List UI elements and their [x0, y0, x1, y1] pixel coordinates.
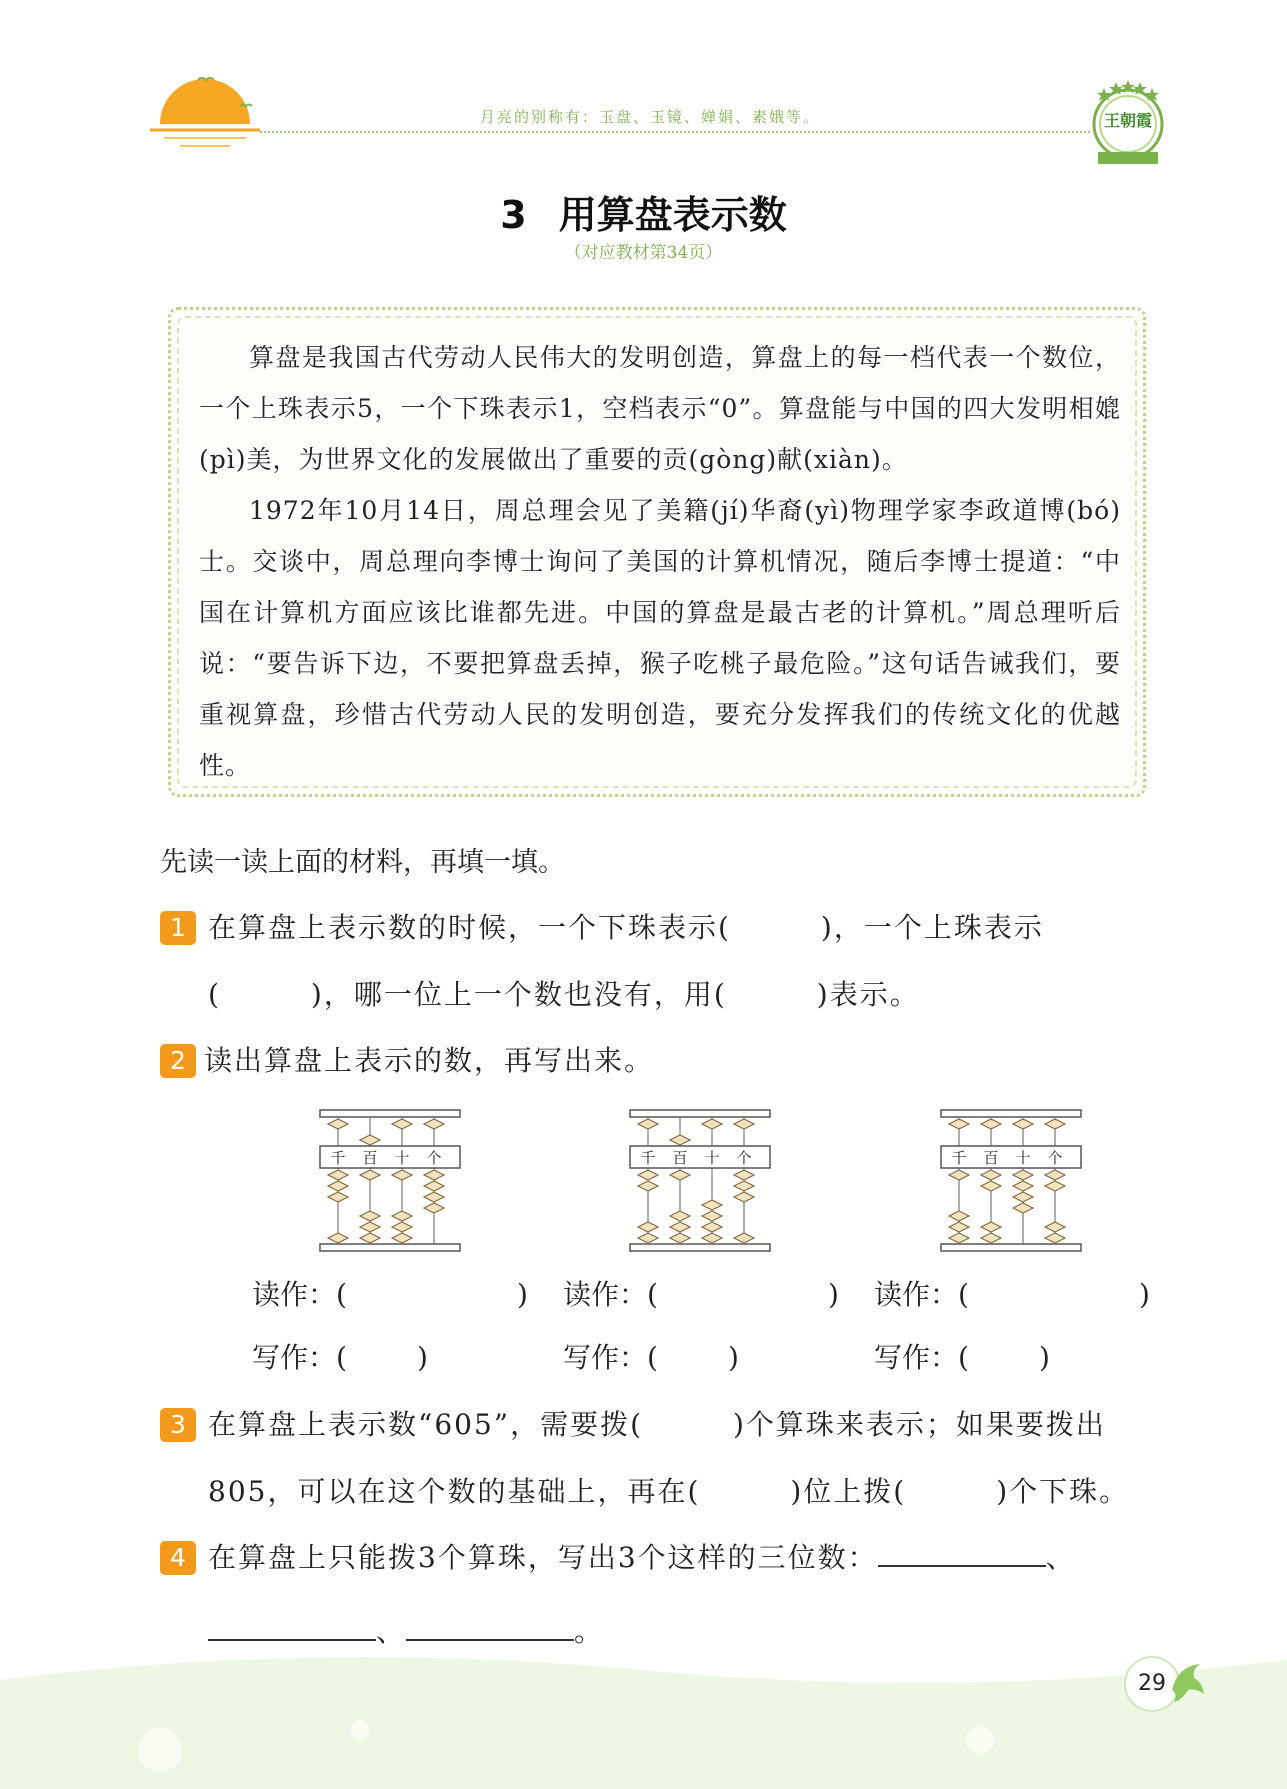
dolphin-icon: [1168, 1660, 1208, 1704]
abacus-bead: [702, 1200, 722, 1210]
abacus-bead: [734, 1119, 754, 1129]
abacus-bead: [670, 1135, 690, 1145]
place-label: 十: [1015, 1149, 1031, 1167]
header-divider: [260, 131, 1090, 133]
place-label: 个: [426, 1149, 442, 1167]
question-3-line-2: 805，可以在这个数的基础上，再在( )位上拨( )个下珠。: [208, 1475, 1130, 1508]
abacus-bottom-bar: [630, 1244, 770, 1251]
paren-close: ): [416, 1341, 428, 1374]
reading-material-box: [168, 307, 1146, 797]
abacus-bead: [328, 1119, 348, 1129]
question-2-text: 读出算盘上表示的数，再写出来。: [204, 1044, 655, 1077]
abacus-bead: [1045, 1119, 1065, 1129]
read-answer-1[interactable]: [252, 1273, 528, 1313]
abacus-bead: [949, 1170, 969, 1180]
read-answer-3[interactable]: [874, 1273, 1150, 1313]
abacus-bead: [949, 1233, 969, 1243]
read-label: 读作：(: [874, 1278, 969, 1311]
abacus-bead: [702, 1211, 722, 1221]
question-number-badge: 2: [160, 1044, 196, 1078]
abacus-bead: [949, 1211, 969, 1221]
abacus-bead: [424, 1203, 444, 1213]
abacus-bead: [670, 1222, 690, 1232]
abacus-bead: [702, 1233, 722, 1243]
write-answer-1[interactable]: [252, 1336, 428, 1376]
abacus-bead: [328, 1170, 348, 1180]
abacus-top-bar: [941, 1110, 1081, 1117]
abacus-2: [628, 1108, 778, 1253]
abacus-bead: [1045, 1233, 1065, 1243]
abacus-bead: [424, 1170, 444, 1180]
abacus-bead: [949, 1119, 969, 1129]
abacus-bead: [392, 1233, 412, 1243]
abacus-bead: [424, 1119, 444, 1129]
abacus-bead: [638, 1233, 658, 1243]
paren-close: ): [727, 1341, 739, 1374]
separator: 、: [376, 1615, 407, 1648]
abacus-bead: [734, 1192, 754, 1202]
abacus-bead: [392, 1211, 412, 1221]
write-label: 写作：(: [563, 1341, 658, 1374]
abacus-bead: [392, 1119, 412, 1129]
answer-blank-3[interactable]: [406, 1611, 574, 1641]
abacus-bead: [1045, 1170, 1065, 1180]
question-3-line-1: 在算盘上表示数“605”，需要拨( )个算珠来表示；如果要拨出: [208, 1408, 1106, 1441]
place-label: 千: [330, 1149, 346, 1167]
question-1-line-2: ( )，哪一位上一个数也没有，用( )表示。: [208, 978, 920, 1011]
abacus-bead: [424, 1181, 444, 1191]
reading-paragraph-1: 算盘是我国古代劳动人民伟大的发明创造，算盘上的每一档代表一个数位，一个上珠表示5，一个下珠表示1，空档表示“0”。算盘能与中国的四大发明相媲(pì)美，为世界文化的发展做出了重要的贡(gòng)献(xiàn)。: [199, 343, 1121, 474]
abacus-bead: [360, 1135, 380, 1145]
abacus-bead: [949, 1222, 969, 1232]
abacus-top-bar: [320, 1110, 460, 1117]
abacus-bead: [1013, 1170, 1033, 1180]
write-answer-3[interactable]: [874, 1336, 1050, 1376]
abacus-bead: [702, 1119, 722, 1129]
abacus-bead: [638, 1181, 658, 1191]
abacus-bead: [424, 1192, 444, 1202]
brand-name: 王朝霞: [1103, 111, 1152, 130]
sun-logo-icon: [150, 72, 260, 156]
abacus-bead: [981, 1233, 1001, 1243]
period: 。: [574, 1615, 605, 1648]
lesson-title: 用算盘表示数: [558, 193, 787, 237]
abacus-bead: [734, 1170, 754, 1180]
abacus-bottom-bar: [320, 1244, 460, 1251]
abacus-bead: [328, 1181, 348, 1191]
read-label: 读作：(: [563, 1278, 658, 1311]
paren-close: ): [1038, 1341, 1050, 1374]
abacus-bead: [981, 1181, 1001, 1191]
abacus-bead: [1013, 1181, 1033, 1191]
abacus-1: [318, 1108, 468, 1253]
write-label: 写作：(: [252, 1341, 347, 1374]
abacus-bead: [360, 1233, 380, 1243]
abacus-bead: [392, 1170, 412, 1180]
place-label: 百: [983, 1149, 999, 1167]
question-number-badge: 4: [160, 1541, 196, 1575]
paren-close: ): [516, 1278, 528, 1311]
place-label: 十: [704, 1149, 720, 1167]
abacus-bead: [1045, 1181, 1065, 1191]
lesson-number: 3: [500, 193, 527, 237]
read-label: 读作：(: [252, 1278, 347, 1311]
page-subtitle: （对应教材第34页）: [564, 243, 723, 263]
abacus-bead: [981, 1222, 1001, 1232]
page-title: [0, 184, 1287, 239]
abacus-bead: [328, 1233, 348, 1243]
abacus-bead: [638, 1222, 658, 1232]
abacus-bead: [1013, 1192, 1033, 1202]
place-label: 个: [1047, 1149, 1063, 1167]
separator: 、: [1045, 1541, 1076, 1574]
abacus-bead: [670, 1170, 690, 1180]
place-label: 个: [736, 1149, 752, 1167]
place-label: 百: [362, 1149, 378, 1167]
question-1-line-1: 在算盘上表示数的时候，一个下珠表示( )，一个上珠表示: [208, 911, 1044, 944]
abacus-bead: [392, 1222, 412, 1232]
abacus-bead: [328, 1192, 348, 1202]
abacus-bead: [981, 1119, 1001, 1129]
abacus-bead: [702, 1222, 722, 1232]
abacus-bead: [734, 1233, 754, 1243]
abacus-bottom-bar: [941, 1244, 1081, 1251]
abacus-3: [939, 1108, 1089, 1253]
footer-wave-background: [0, 1640, 1287, 1789]
abacus-bead: [360, 1211, 380, 1221]
question-number-badge: 3: [160, 1408, 196, 1442]
question-4-line-1: [208, 1536, 1076, 1576]
abacus-bead: [1013, 1119, 1033, 1129]
header-note: 月亮的别称有：玉盘、玉镜、婵娟、素娥等。: [480, 108, 821, 126]
question-number-badge: 1: [160, 911, 196, 945]
place-label: 千: [640, 1149, 656, 1167]
answer-blank-1[interactable]: [878, 1537, 1046, 1567]
abacus-bead: [1013, 1203, 1033, 1213]
abacus-bead: [360, 1222, 380, 1232]
abacus-bead: [981, 1170, 1001, 1180]
instruction-text: 先读一读上面的材料，再填一填。: [160, 847, 565, 878]
write-label: 写作：(: [874, 1341, 969, 1374]
abacus-bead: [638, 1170, 658, 1180]
reading-text: [199, 332, 1121, 791]
abacus-bead: [360, 1170, 380, 1180]
reading-paragraph-2: 1972年10月14日，周总理会见了美籍(jí)华裔(yì)物理学家李政道博(bó)士。交谈中，周总理向李博士询问了美国的计算机情况，随后李博士提道：“中国在计算机方面应该比谁都先进。中国的算盘是最古老的计算机。”周总理听后说：“要告诉下边，不要把算盘丢掉，猴子吃桃子最危险。”这句话告诫我们，要重视算盘，珍惜古代劳动人民的发明创造，要充分发挥我们的传统文化的优越性。: [199, 496, 1121, 780]
page-number: 29: [1124, 1656, 1180, 1712]
write-answer-2[interactable]: [563, 1336, 739, 1376]
abacus-bead: [1045, 1222, 1065, 1232]
abacus-bead: [638, 1119, 658, 1129]
place-label: 十: [394, 1149, 410, 1167]
abacus-bead: [670, 1233, 690, 1243]
abacus-bead: [734, 1181, 754, 1191]
place-label: 百: [672, 1149, 688, 1167]
paren-close: ): [1138, 1278, 1150, 1311]
answer-blank-2[interactable]: [208, 1611, 376, 1641]
question-4-text: 在算盘上只能拨3个算珠，写出3个这样的三位数：: [208, 1541, 878, 1574]
abacus-bead: [670, 1211, 690, 1221]
place-label: 千: [951, 1149, 967, 1167]
paren-close: ): [827, 1278, 839, 1311]
read-answer-2[interactable]: [563, 1273, 839, 1313]
abacus-top-bar: [630, 1110, 770, 1117]
